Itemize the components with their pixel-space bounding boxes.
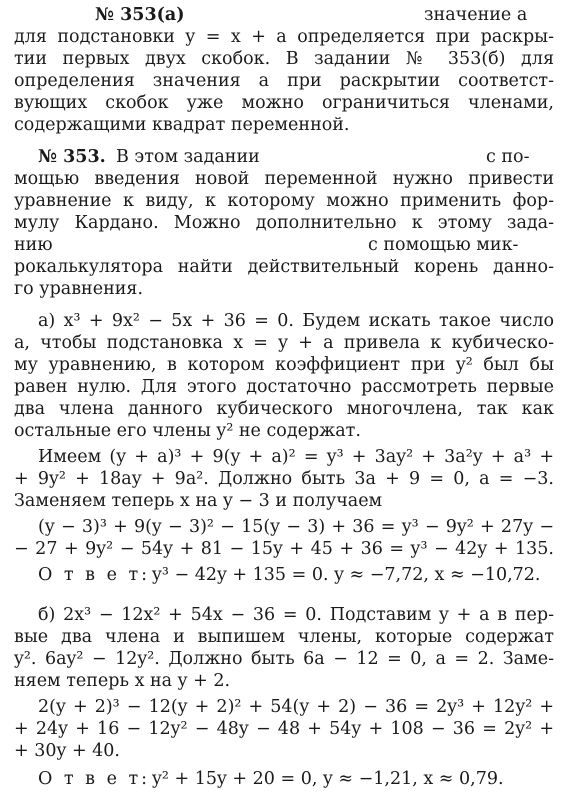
part-a-line: Имеем (y + a)³ + 9(y + a)² = y³ + 3ay² + 3a²y + a³ + [38,447,554,467]
section-353-line: уравнение к виду, к которому можно применить фор- [14,191,554,211]
intro-line: для подстановки y = x + a определяется при раскры- [14,27,554,47]
part-a-line: a, чтобы подстановка x = y + a привела к кубическо- [14,333,554,353]
part-b-line: y². 6ay² − 12y². Должно быть 6a − 12 = 0, a = 2. Заме- [14,649,554,669]
intro-line: вующих скобок уже можно ограничиться членами, [14,93,554,113]
intro-line: содержащими квадрат переменной. [14,115,350,135]
part-b-line: 2(y + 2)³ − 12(y + 2)² + 54(y + 2) − 36 = 2y³ + 12y² + [38,697,554,717]
part-a-line: Заменяем теперь x на y − 3 и получаем [14,491,383,511]
section-353-title: № 353. [38,147,106,167]
part-b-line: няем теперь x на y + 2. [14,671,231,691]
part-a-answer-text: y³ − 42y + 135 = 0. y ≈ −7,72, x ≈ −10,72. [152,565,541,585]
part-b-answer-label: О т в е т: [38,769,151,789]
part-a-answer-label: О т в е т: [38,565,151,585]
section-353-line: мулу Кардано. Можно дополнительно к этому зада- [14,213,554,233]
section-353-first-left: В этом задании [116,147,260,167]
intro-line: определения значения a при раскрытии соответст- [14,71,554,91]
part-a-line: му уравнению, в котором коэффициент при y² был бы [14,355,554,375]
part-a-line: остальные его члены y² не содержат. [14,421,361,441]
part-b-line: б) 2x³ − 12x² + 54x − 36 = 0. Подставим y + a в пер- [38,605,554,625]
section-353-gap-right: с помощью мик- [368,235,519,255]
header-tail: значение a [424,5,528,25]
part-a-line: − 27 + 9y² − 54y + 81 − 15y + 45 + 36 = y³ − 42y + 135. [14,539,554,559]
section-353-line: го уравнения. [14,279,144,299]
problem-ref-353a: № 353(а) [95,5,185,25]
part-a-line: два члена данного кубического многочлена, так как [14,399,554,419]
intro-line: тии первых двух скобок. В задании № 353(б) для [14,49,554,69]
section-353-gap-left: нию [14,235,53,255]
part-b-line: + 30y + 40. [14,741,120,761]
part-a-line: + 9y² + 18ay + 9a². Должно быть 3a + 9 = 0, a = −3. [14,469,554,489]
part-b-line: + 24y + 16 − 12y² − 48y − 48 + 54y + 108 − 36 = 2y² + [14,719,554,739]
part-a-line: а) x³ + 9x² − 5x + 36 = 0. Будем искать такое число [38,311,554,331]
section-353-line: мощью введения новой переменной нужно привести [14,169,554,189]
part-a-line: равен нулю. Для этого достаточно рассмотреть первые [14,377,554,397]
section-353-first-right: с по- [486,147,530,167]
part-a-line: (y − 3)³ + 9(y − 3)² − 15(y − 3) + 36 = y³ − 9y² + 27y − [38,517,554,537]
section-353-line: рокалькулятора найти действительный корень данно- [14,257,554,277]
part-b-line: вые два члена и выпишем члены, которые содержат [14,627,554,647]
part-b-answer-text: y² + 15y + 20 = 0, y ≈ −1,21, x ≈ 0,79. [152,769,504,789]
